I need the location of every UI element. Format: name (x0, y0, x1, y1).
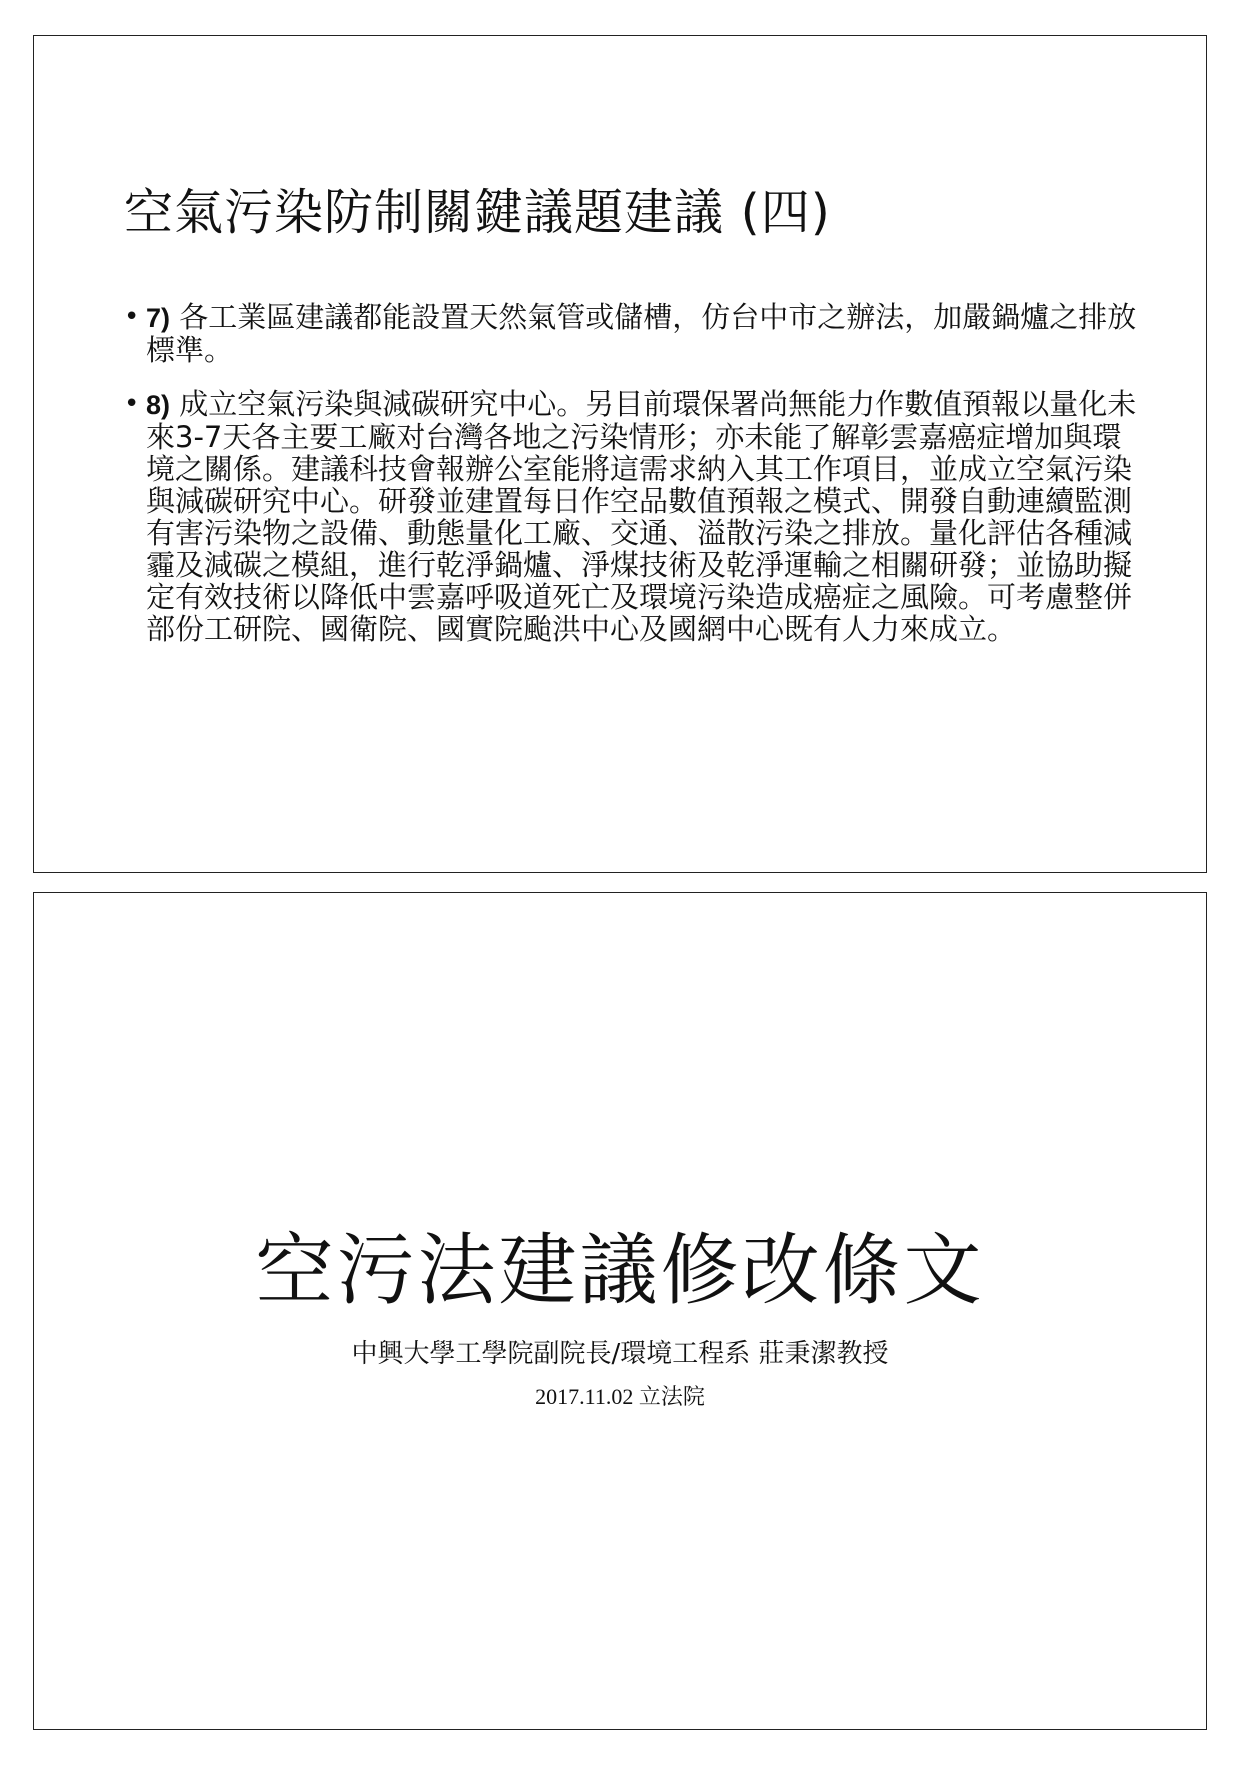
slide-2-date: 2017.11.02 立法院 (535, 1384, 705, 1409)
slide-1-title: 空氣污染防制關鍵議題建議 (四) (124, 184, 831, 241)
bullet-text: 成立空氣污染與減碳研究中心。另目前環保署尚無能力作數值預報以量化未來3-7天各主要工廠对台灣各地之污染情形；亦未能了解彰雲嘉癌症增加與環境之關係。建議科技會報辦公室能將這需求納入其工作項目，並成立空氣污染與減碳研究中心。研發並建置每日作空品數值預報之模式、開發自動連續監測有害污染物之設備、動態量化工廠、交通、溢散污染之排放。量化評估各種減霾及減碳之模組，進行乾淨鍋爐、淨煤技術及乾淨運輸之相關研發；並協助擬定有效技術以降低中雲嘉呼吸道死亡及環境污染造成癌症之風險。可考慮整併部份工研院、國衛院、國實院颱洪中心及國網中心既有人力來成立。 (146, 387, 1137, 646)
slide-2-title: 空污法建議修改條文 (255, 1226, 985, 1316)
bullet-item-8 (124, 388, 1144, 645)
bullet-number: 7) (146, 303, 171, 333)
slide-2-subtitle: 中興大學工學院副院長/環境工程系 莊秉潔教授 (351, 1339, 889, 1369)
slide-1 (33, 35, 1207, 873)
bullet-dot-icon: • (124, 389, 140, 419)
bullet-list (124, 301, 1144, 667)
bullet-dot-icon: • (124, 302, 140, 332)
bullet-number: 8) (146, 390, 171, 420)
bullet-text: 各工業區建議都能設置天然氣管或儲槽，仿台中市之辦法，加嚴鍋爐之排放標準。 (146, 300, 1137, 367)
slide-2 (33, 892, 1207, 1730)
bullet-item-7 (124, 301, 1144, 366)
